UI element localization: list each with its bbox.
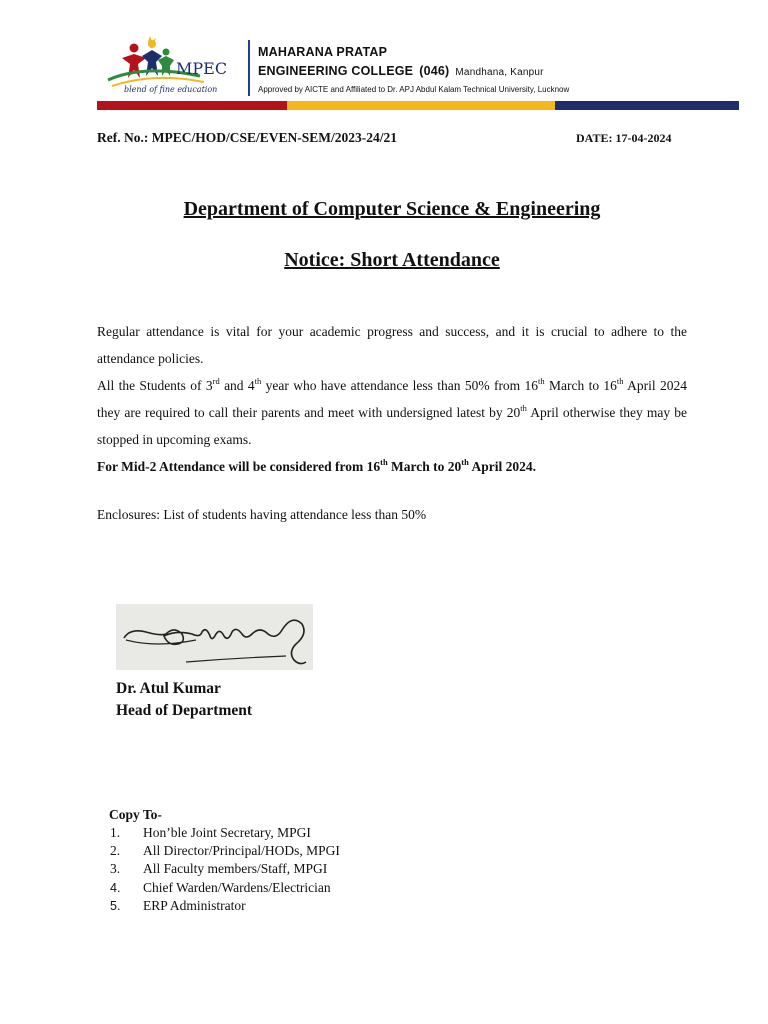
signatory-designation: Head of Department xyxy=(116,702,253,719)
list-text: All Director/Principal/HODs, MPGI xyxy=(143,843,340,859)
paragraph-1: Regular attendance is vital for your academic progress and success, and it is crucial to adhere to the attendance policies. xyxy=(97,324,687,366)
list-text: ERP Administrator xyxy=(143,897,246,913)
p2-text-e: April 2024 they are required to call their parents and meet with undersigned latest by 20 xyxy=(97,378,687,420)
list-number: 4. xyxy=(110,880,121,895)
p2-sup-d: th xyxy=(616,376,624,386)
signature-image xyxy=(116,604,313,670)
p3-text-a: For Mid-2 Attendance will be considered from 16 xyxy=(97,459,381,474)
signatory-name: Dr. Atul Kumar xyxy=(116,680,221,697)
color-stripe xyxy=(97,101,739,110)
college-location: Mandhana, Kanpur xyxy=(455,67,544,78)
copy-to-list xyxy=(110,824,340,915)
copy-to-heading: Copy To- xyxy=(109,807,162,822)
stripe-blue xyxy=(555,101,739,110)
college-name: ENGINEERING COLLEGE xyxy=(258,64,414,78)
paragraph-3 xyxy=(97,453,687,480)
p2-sup-e: th xyxy=(520,403,527,413)
college-code: (046) xyxy=(419,64,450,78)
mpec-logo-icon xyxy=(104,36,244,96)
list-number: 2. xyxy=(110,843,121,859)
list-text: Chief Warden/Wardens/Electrician xyxy=(143,879,331,895)
list-number: 1. xyxy=(110,825,121,841)
list-text: Hon’ble Joint Secretary, MPGI xyxy=(143,825,311,841)
list-item xyxy=(110,879,340,897)
p3-sup-a: th xyxy=(380,457,388,467)
svg-text:MPEC: MPEC xyxy=(176,59,228,78)
college-name-line2 xyxy=(258,64,544,78)
stripe-yellow xyxy=(287,101,555,110)
list-text: All Faculty members/Staff, MPGI xyxy=(143,861,328,877)
p2-text-f: April otherwise they may be stopped in upcoming exams. xyxy=(97,405,688,447)
p2-text-a: All the Students of 3 xyxy=(97,378,213,393)
p2-sup-b: th xyxy=(254,376,262,386)
p2-text-d: March to 16 xyxy=(544,378,617,393)
p3-text-c: April 2024. xyxy=(468,459,536,474)
p2-sup-a: rd xyxy=(212,376,220,386)
p2-text-b: and 4 xyxy=(219,378,255,393)
signature-icon xyxy=(116,604,313,670)
list-item xyxy=(110,824,340,842)
college-name-line1: MAHARANA PRATAP xyxy=(258,45,388,59)
p3-sup-b: th xyxy=(461,457,469,467)
college-logo xyxy=(104,36,244,96)
approval-text: Approved by AICTE and Affiliated to Dr. APJ Abdul Kalam Technical University, Lucknow xyxy=(258,85,570,94)
list-number: 5. xyxy=(110,898,121,913)
list-number: 3. xyxy=(110,861,121,877)
p3-text-b: March to 20 xyxy=(387,459,462,474)
notice-date: DATE: 17-04-2024 xyxy=(576,131,672,145)
list-item xyxy=(110,897,340,915)
enclosure-note: Enclosures: List of students having attendance less than 50% xyxy=(97,507,427,522)
reference-number: Ref. No.: MPEC/HOD/CSE/EVEN-SEM/2023-24/21 xyxy=(97,130,397,145)
p2-text-c: year who have attendance less than 50% from 16 xyxy=(261,378,539,393)
header-divider xyxy=(248,40,250,96)
svg-text:blend of fine education: blend of fine education xyxy=(124,85,218,94)
notice-body xyxy=(97,318,687,480)
notice-title: Notice: Short Attendance xyxy=(284,249,500,271)
stripe-red xyxy=(97,101,287,110)
department-title: Department of Computer Science & Engineering xyxy=(183,198,601,220)
list-item xyxy=(110,842,340,860)
paragraph-2 xyxy=(97,372,687,453)
list-item xyxy=(110,860,340,878)
p2-sup-c: th xyxy=(538,376,545,386)
